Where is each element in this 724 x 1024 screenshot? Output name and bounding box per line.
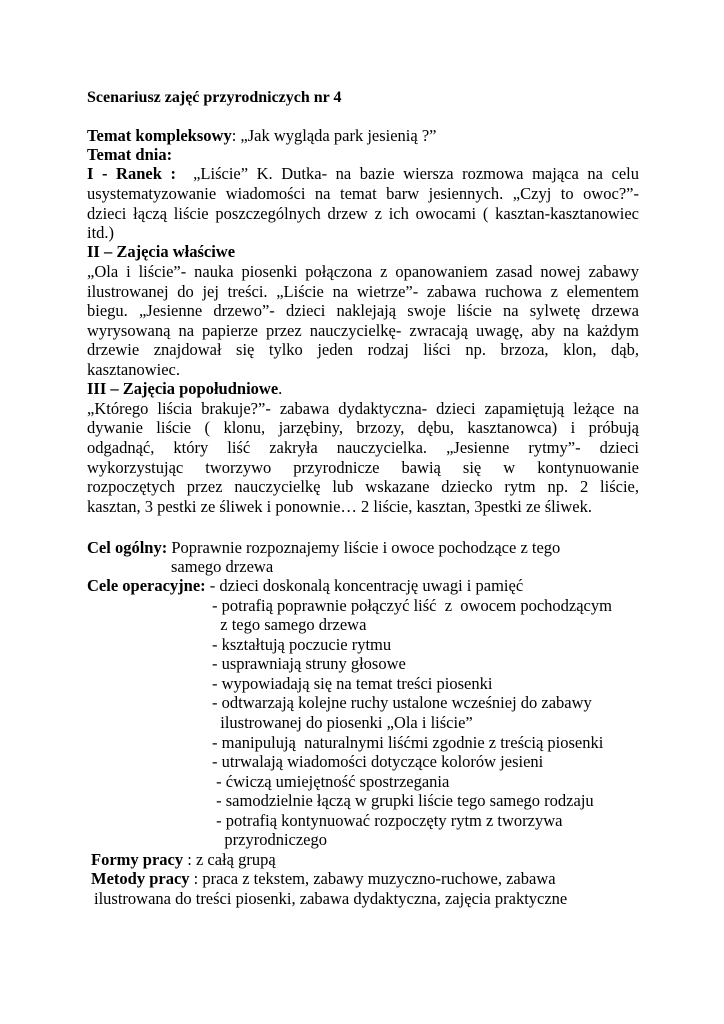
part2-line-2: ilustrowanej do jej treści. „Liście na wietrze”- zabawa ruchowa z elementem — [87, 282, 639, 301]
cele-item: - odtwarzają kolejne ruchy ustalone wcześniej do zabawy — [212, 693, 592, 712]
cele-item: - manipulują naturalnymi liśćmi zgodnie z treścią piosenki — [212, 733, 604, 752]
cel-ogolny: Cel ogólny: Poprawnie rozpoznajemy liście i owoce pochodzące z tego — [87, 538, 561, 557]
cel-ogolny-continuation: samego drzewa — [171, 557, 274, 576]
part2-line-3: biegu. „Jesienne drzewo”- dzieci naklejają swoje liście na sylwetę drzewa — [87, 301, 639, 320]
cele-item: ilustrowanej do piosenki „Ola i liście” — [212, 713, 473, 732]
cele-item: przyrodniczego — [212, 830, 327, 849]
part2-heading: II – Zajęcia właściwe — [87, 242, 236, 261]
cele-item: - ćwiczą umiejętność spostrzegania — [212, 772, 450, 791]
metody-pracy-continuation: ilustrowana do treści piosenki, zabawa dydaktyczna, zajęcia praktyczne — [94, 889, 568, 908]
part3-line-5: rozpoczętych przez nauczycielkę lub wskazane dziecko rytm np. 2 liście, — [87, 477, 639, 496]
document-title: Scenariusz zajęć przyrodniczych nr 4 — [87, 89, 342, 106]
part3-heading: III – Zajęcia popołudniowe. — [87, 379, 283, 398]
cele-item: - potrafią poprawnie połączyć liść z owocem pochodzącym — [212, 596, 612, 615]
metody-pracy: Metody pracy : praca z tekstem, zabawy muzyczno-ruchowe, zabawa — [91, 869, 556, 888]
part1-line-3: dzieci łączą liście poszczególnych drzew z ich owocami ( kasztan-kasztanowiec — [87, 204, 639, 223]
part3-line-1: „Którego liścia brakuje?”- zabawa dydaktyczna- dzieci zapamiętują leżące na — [87, 399, 639, 418]
part2-line-4: wyrysowaną na papierze przez nauczycielkę- zwracają uwagę, aby na każdym — [87, 321, 639, 340]
cele-operacyjne: Cele operacyjne: - dzieci doskonalą koncentrację uwagi i pamięć — [87, 576, 524, 595]
part2-line-6: kasztanowiec. — [87, 360, 180, 379]
cele-item: - kształtują poczucie rytmu — [212, 635, 392, 654]
cele-item: z tego samego drzewa — [212, 615, 367, 634]
part1-line-4: itd.) — [87, 223, 115, 242]
part1-line-2: usystematyzowanie wiadomości na temat barw jesiennych. „Czyj to owoc?”- — [87, 184, 639, 203]
part1-line-1: I - Ranek : „Liście” K. Dutka- na bazie wiersza rozmowa mająca na celu — [87, 164, 639, 183]
part3-line-3: odgadnąć, który liść zakryła nauczycielka. „Jesienne rytmy”- dzieci — [87, 438, 639, 457]
cele-item: - samodzielnie łączą w grupki liście tego samego rodzaju — [212, 791, 594, 810]
temat-dnia-heading: Temat dnia: — [87, 145, 173, 164]
temat-kompleksowy: Temat kompleksowy: „Jak wygląda park jesienią ?” — [87, 126, 437, 145]
cele-item: - potrafią kontynuować rozpoczęty rytm z tworzywa — [212, 811, 563, 830]
part2-line-5: drzewie znajdował się tylko jeden rodzaj liści np. brzoza, klon, dąb, — [87, 340, 639, 359]
formy-pracy: Formy pracy : z całą grupą — [91, 850, 276, 869]
part2-line-1: „Ola i liście”- nauka piosenki połączona z opanowaniem zasad nowej zabawy — [87, 262, 639, 281]
part3-line-2: dywanie liście ( klonu, jarzębiny, brzozy, dębu, kasztanowca) i próbują — [87, 418, 639, 437]
cele-item: - usprawniają struny głosowe — [212, 654, 406, 673]
part3-line-6: kasztan, 3 pestki ze śliwek i ponownie… 2 liście, kasztan, 3pestki ze śliwek. — [87, 497, 592, 516]
cele-item: - wypowiadają się na temat treści piosenki — [212, 674, 493, 693]
part3-line-4: wykorzystując tworzywo przyrodnicze bawią się w kontynuowanie — [87, 458, 639, 477]
cele-item: - utrwalają wiadomości dotyczące kolorów jesieni — [212, 752, 544, 771]
